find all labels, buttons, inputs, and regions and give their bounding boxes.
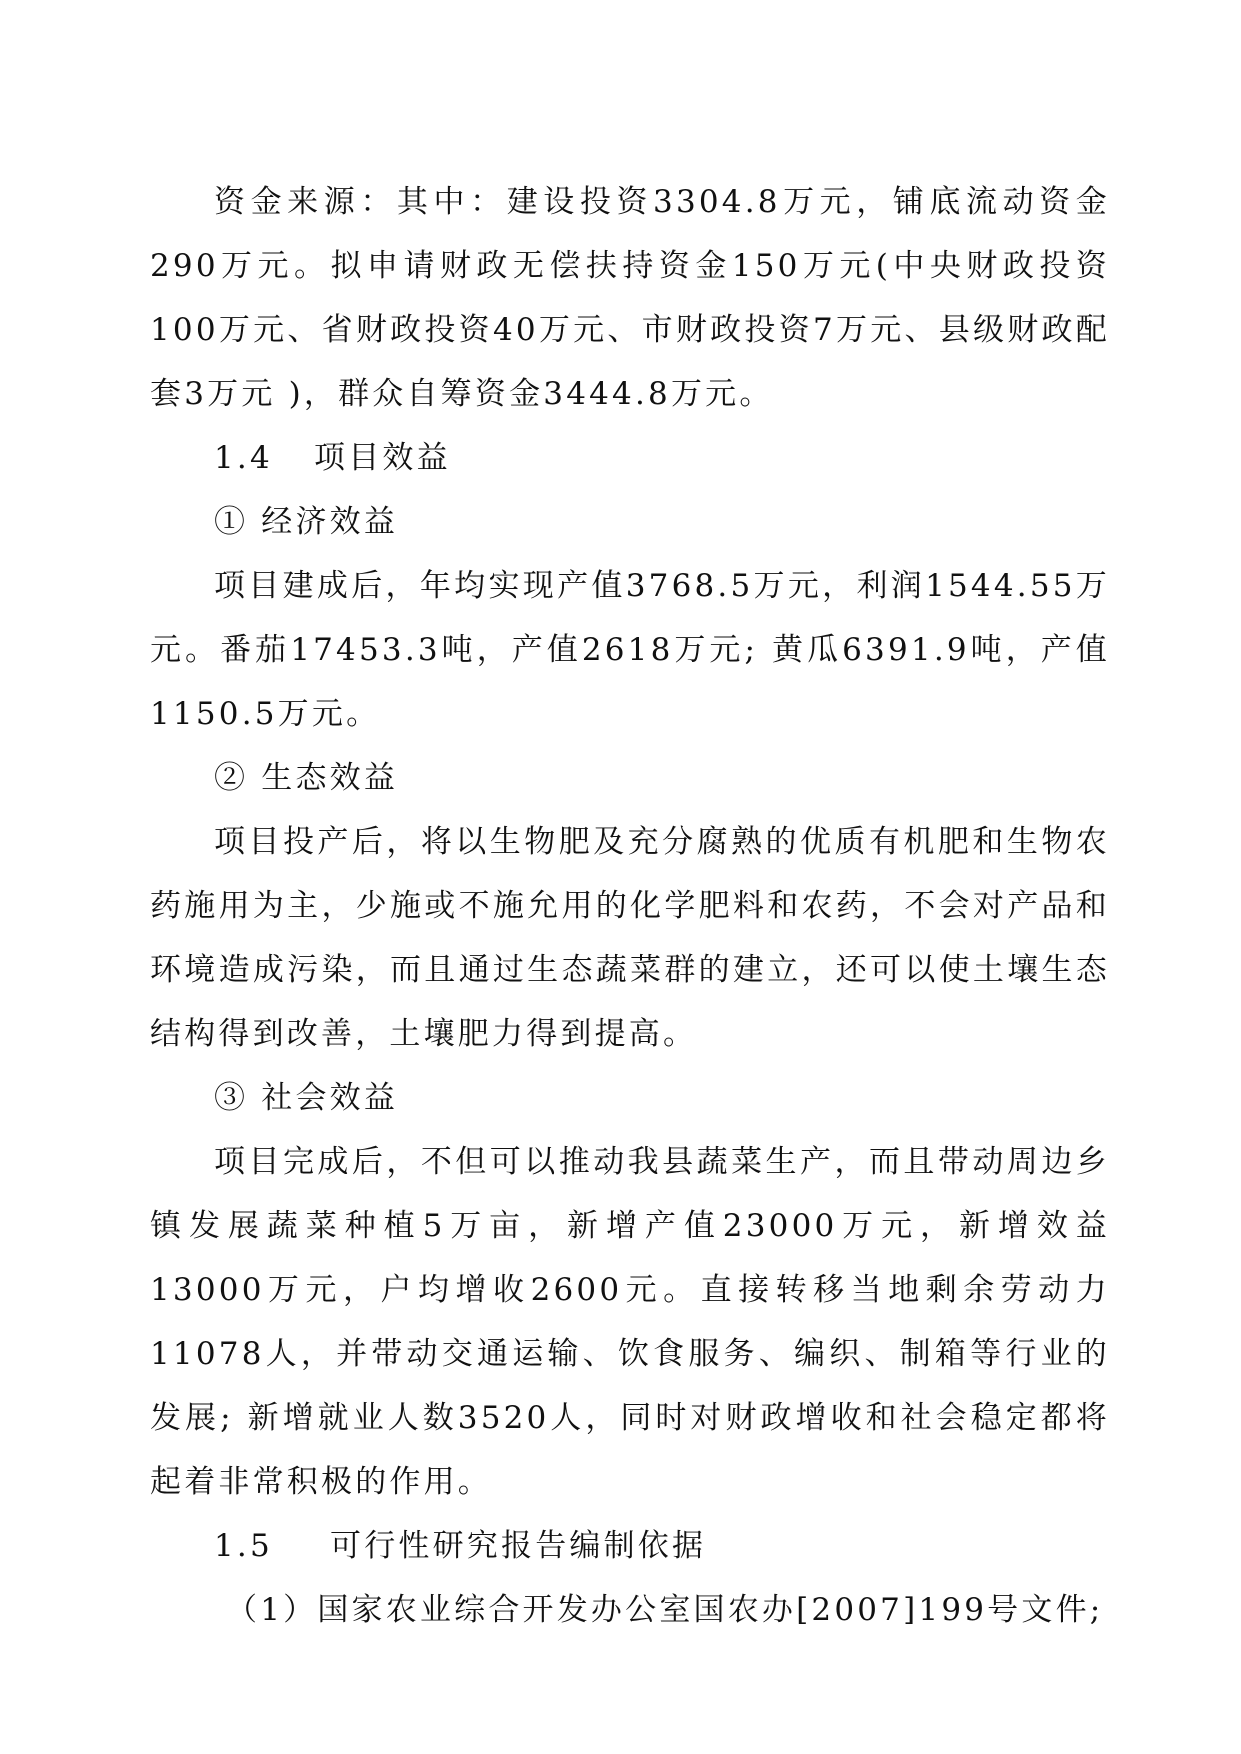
economic-benefit-heading: ① 经济效益 (214, 504, 399, 540)
funding-paragraph: 资金来源：其中：建设投资3304.8万元，铺底流动资金290万元。拟申请财政无偿扶持资金150万元(中央财政投资100万元、省财政投资40万元、市财政投资7万元、县级财政配套3万元 )，群众自筹资金3444.8万元。 (150, 184, 1110, 412)
section-title: 可行性研究报告编制依据 (330, 1528, 707, 1564)
ecological-benefit-heading: ② 生态效益 (214, 760, 399, 796)
ecological-benefit-paragraph: 项目投产后，将以生物肥及充分腐熟的优质有机肥和生物农药施用为主，少施或不施允用的化学肥料和农药，不会对产品和环境造成污染，而且通过生态蔬菜群的建立，还可以使土壤生态结构得到改善，土壤肥力得到提高。 (150, 824, 1110, 1052)
basis-list-item: （1）国家农业综合开发办公室国农办[2007]199号文件; (226, 1592, 1104, 1628)
section-heading-1-4 (150, 426, 1110, 490)
section-number: 1.4 (214, 440, 273, 476)
social-benefit-heading: ③ 社会效益 (214, 1080, 399, 1116)
section-title: 项目效益 (314, 440, 451, 476)
social-benefit-paragraph: 项目完成后，不但可以推动我县蔬菜生产，而且带动周边乡镇发展蔬菜种植5万亩，新增产值23000万元，新增效益13000万元，户均增收2600元。直接转移当地剩余劳动力11078人，并带动交通运输、饮食服务、编织、制箱等行业的发展; 新增就业人数3520人，同时对财政增收和社会稳定都将起着非常积极的作用。 (150, 1144, 1110, 1500)
economic-benefit-paragraph: 项目建成后，年均实现产值3768.5万元，利润1544.55万元。番茄17453.3吨，产值2618万元; 黄瓜6391.9吨，产值1150.5万元。 (150, 568, 1110, 732)
document-body (150, 170, 1110, 1642)
section-number: 1.5 (214, 1528, 273, 1564)
section-heading-1-5 (150, 1514, 1110, 1578)
